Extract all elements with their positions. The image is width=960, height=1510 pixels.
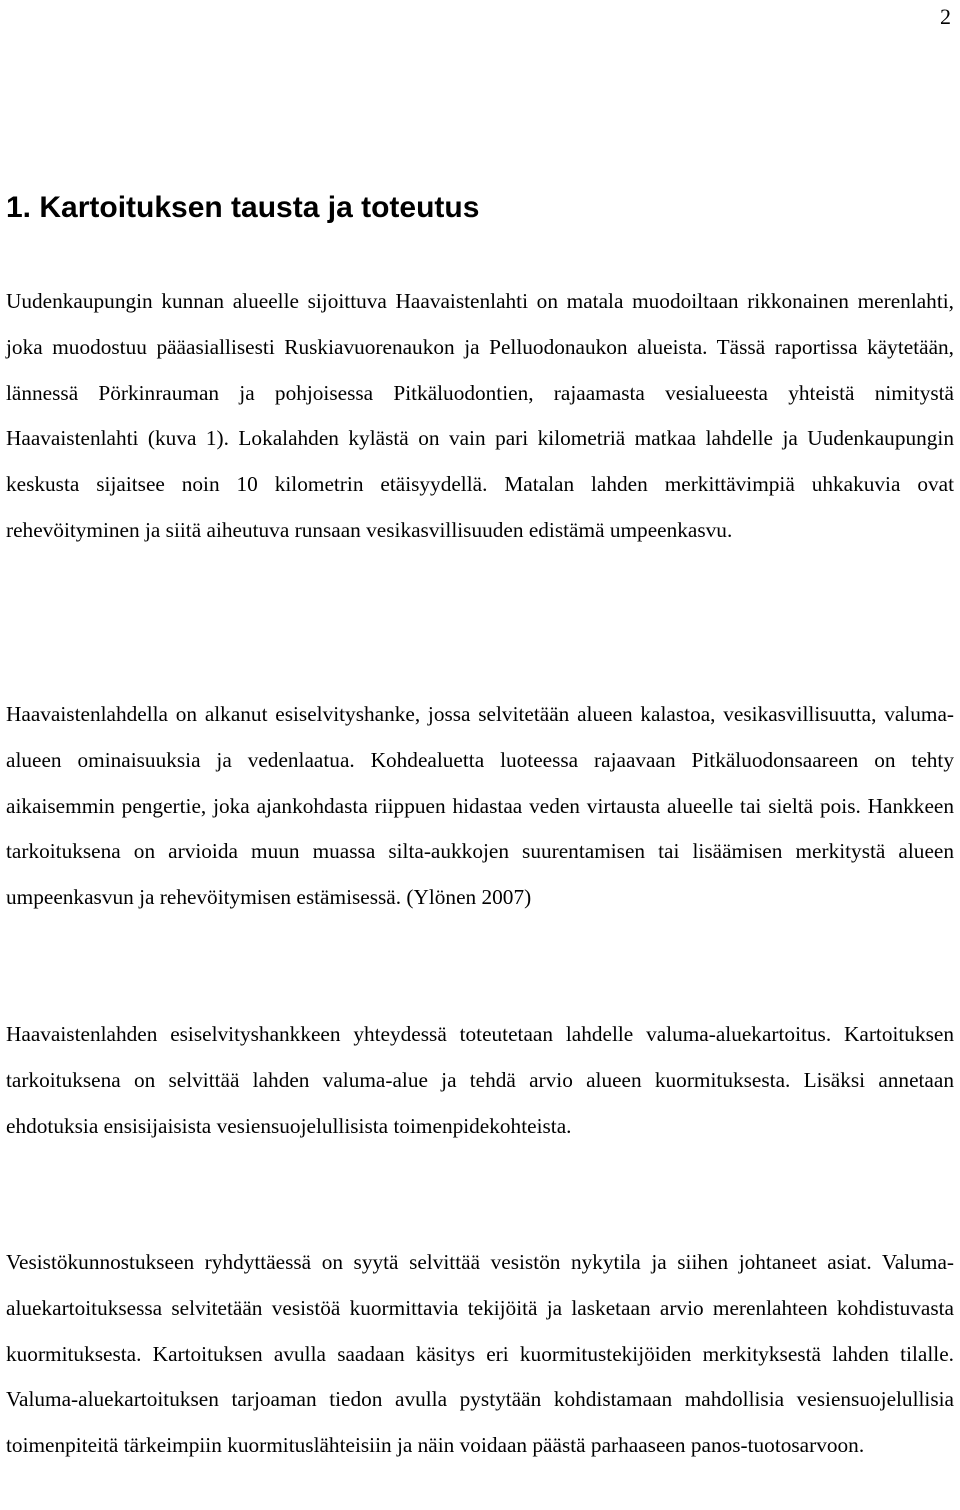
- page-number: 2: [940, 4, 951, 29]
- paragraph-background: Uudenkaupungin kunnan alueelle sijoittuva Haavaistenlahti on matala muodoiltaan rikkonainen merenlahti, joka muodostuu pääasiallisesti Ruskiavuorenaukon ja Pelluodonaukon alueista. Tässä raportissa käytetään, lännessä Pörkinrauman ja pohjoisessa Pitkäluodontien, rajaamasta vesialueesta yhteistä nimitystä Haavaistenlahti (kuva 1). Lokalahden kylästä on vain pari kilometriä matkaa lahdelle ja Uudenkaupungin keskusta sijaitsee noin 10 kilometrin etäisyydellä. Matalan lahden merkittävimpiä uhkakuvia ovat rehevöityminen ja siitä aiheutuva runsaan vesikasvillisuuden edistämä umpeenkasvu.: [6, 289, 954, 542]
- paragraph-project: Haavaistenlahdella on alkanut esiselvityshanke, jossa selvitetään alueen kalastoa, vesikasvillisuutta, valuma-alueen ominaisuuksia ja vedenlaatua. Kohdealuetta luoteessa rajaavaan Pitkäluodonsaareen on tehty aikaisemmin pengertie, joka ajankohdasta riippuen hidastaa veden virtausta alueelle tai sieltä pois. Hankkeen tarkoituksena on arvioida muun muassa silta-aukkojen suurentamisen tai lisäämisen merkitystä alueen umpeenkasvun ja rehevöitymisen estämisessä. (Ylönen 2007): [6, 702, 954, 910]
- paragraph-mapping-purpose: Haavaistenlahden esiselvityshankkeen yhteydessä toteutetaan lahdelle valuma-aluekartoitus. Kartoituksen tarkoituksena on selvittää lahden valuma-alue ja tehdä arvio alueen kuormituksesta. Lisäksi annetaan ehdotuksia ensisijaisista vesiensuojelullisista toimenpidekohteista.: [6, 1022, 954, 1138]
- paragraph-restoration: Vesistökunnostukseen ryhdyttäessä on syytä selvittää vesistön nykytila ja siihen johtaneet asiat. Valuma-aluekartoituksessa selvitetään vesistöä kuormittavia tekijöitä ja lasketaan arvio merenlahteen kohdistuvasta kuormituksesta. Kartoituksen avulla saadaan käsitys eri kuormitustekijöiden merkityksestä lahden tilalle. Valuma-aluekartoituksen tarjoaman tiedon avulla pystytään kohdistamaan mahdollisia vesiensuojelullisia toimenpiteitä tärkeimpiin kuormituslähteisiin ja näin voidaan päästä parhaaseen panos-tuotosarvoon.: [6, 1250, 954, 1458]
- section-heading: 1. Kartoituksen tausta ja toteutus: [6, 191, 480, 224]
